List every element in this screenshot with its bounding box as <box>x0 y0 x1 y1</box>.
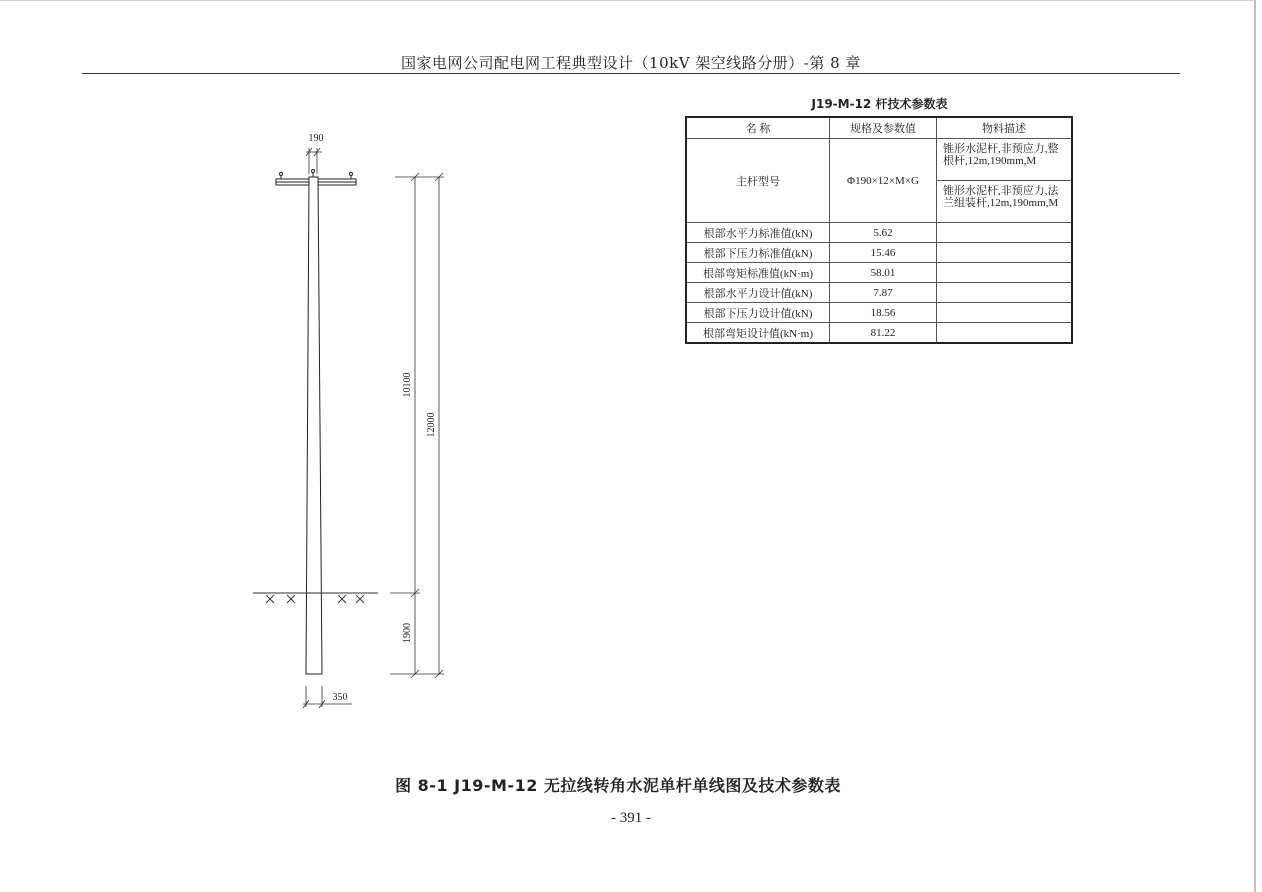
page-number: - 391 - <box>611 810 651 826</box>
figure-caption: 图 8-1 J19-M-12 无拉线转角水泥单杆单线图及技术参数表 <box>395 776 841 795</box>
param-value: 5.62 <box>830 223 937 243</box>
dim-top-width: 190 <box>308 133 324 144</box>
param-description <box>937 243 1073 263</box>
table-row <box>686 139 1072 181</box>
header-spec: 规格及参数值 <box>830 117 937 139</box>
param-value: 18.56 <box>830 303 937 323</box>
main-pole-spec: Φ190×12×M×G <box>830 139 937 223</box>
table-header-row <box>686 117 1072 139</box>
param-value: 58.01 <box>830 263 937 283</box>
param-description <box>937 323 1073 344</box>
param-name: 根部水平力设计值(kN) <box>686 283 830 303</box>
table-title: J19-M-12 杆技术参数表 <box>811 97 948 111</box>
header-description: 物料描述 <box>937 117 1073 139</box>
param-name: 根部下压力设计值(kN) <box>686 303 830 323</box>
dim-above-ground: 10100 <box>402 372 413 398</box>
dim-burial-depth: 1900 <box>402 623 413 643</box>
pole-body <box>306 177 322 674</box>
table-row <box>686 263 1072 283</box>
param-description <box>937 223 1073 243</box>
param-value: 7.87 <box>830 283 937 303</box>
page-header-title: 国家电网公司配电网工程典型设计（10kV 架空线路分册）-第 8 章 <box>401 54 861 72</box>
param-description <box>937 283 1073 303</box>
table-row <box>686 283 1072 303</box>
table-row <box>686 223 1072 243</box>
main-pole-name: 主杆型号 <box>686 139 830 223</box>
param-name: 根部下压力标准值(kN) <box>686 243 830 263</box>
param-description <box>937 263 1073 283</box>
param-name: 根部水平力标准值(kN) <box>686 223 830 243</box>
param-description <box>937 303 1073 323</box>
param-value: 81.22 <box>830 323 937 344</box>
table-row <box>686 303 1072 323</box>
main-pole-description-2: 锥形水泥杆,非预应力,法兰组装杆,12m,190mm,M <box>937 181 1073 223</box>
technical-parameters-table <box>685 116 1073 344</box>
pole-drawing <box>0 0 680 760</box>
param-name: 根部弯矩设计值(kN·m) <box>686 323 830 344</box>
dim-total-length: 12000 <box>426 412 437 438</box>
page-border-right <box>1254 0 1256 892</box>
dim-bottom-width: 350 <box>332 692 348 703</box>
table-row <box>686 323 1072 344</box>
param-value: 15.46 <box>830 243 937 263</box>
header-name: 名 称 <box>686 117 830 139</box>
param-name: 根部弯矩标准值(kN·m) <box>686 263 830 283</box>
main-pole-description-1: 锥形水泥杆,非预应力,整根杆,12m,190mm,M <box>937 139 1073 181</box>
table-row <box>686 243 1072 263</box>
